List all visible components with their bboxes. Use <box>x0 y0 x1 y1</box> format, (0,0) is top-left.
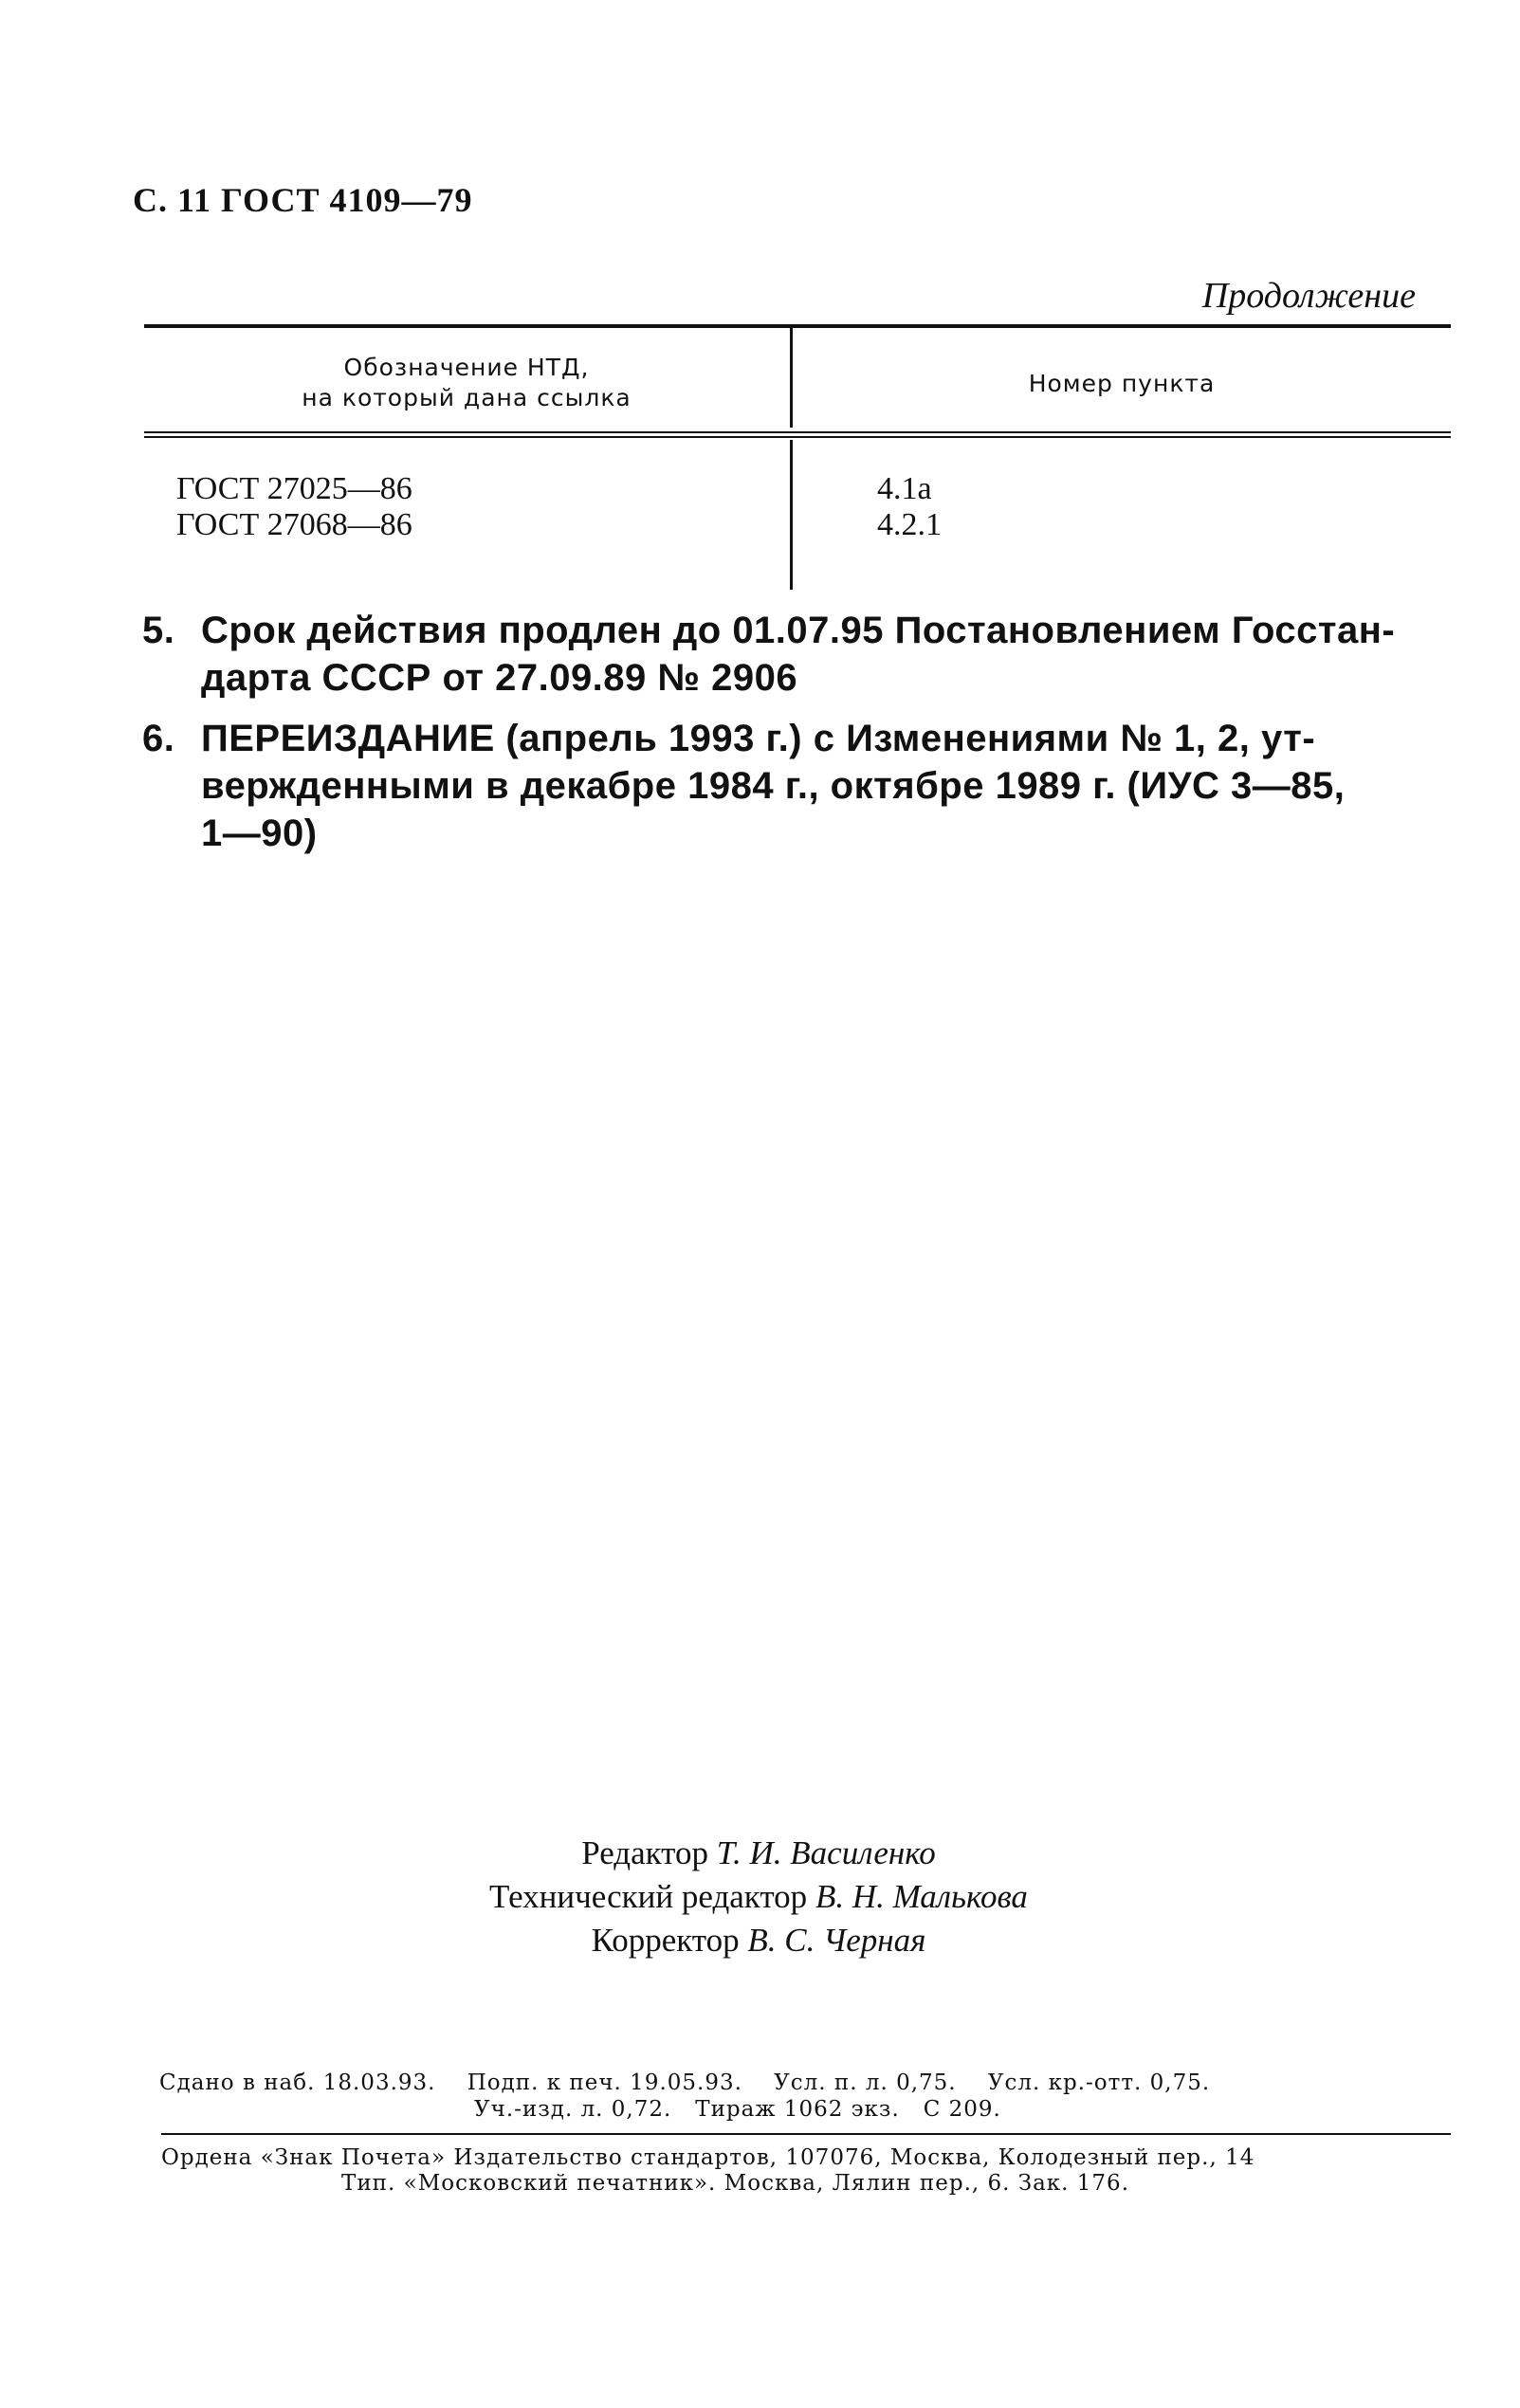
table-row-2-doc: ГОСТ 27068—86 <box>176 507 412 542</box>
credit-editor-label: Редактор <box>581 1834 708 1871</box>
item-5 <box>142 607 1456 702</box>
item-6-line2: вержденными в декабре 1984 г., октябре 1989 г. (ИУС 3—85, <box>201 765 1346 807</box>
credit-tech-editor <box>379 1875 1138 1919</box>
credits <box>379 1832 1138 1962</box>
item-5-line1: Срок действия продлен до 01.07.95 Постановлением Госстан- <box>201 610 1396 651</box>
table-continuation-label: Продолжение <box>1201 276 1416 316</box>
table-header-document-line2: на который дана ссылка <box>302 384 632 411</box>
credit-editor <box>379 1832 1138 1875</box>
item-6-line1: ПЕРЕИЗДАНИЕ (апрель 1993 г.) с Изменениями № 1, 2, ут- <box>201 718 1316 759</box>
item-5-number: 5. <box>142 610 175 651</box>
credit-tech-editor-name: В. Н. Малькова <box>815 1878 1028 1915</box>
page-header: С. 11 ГОСТ 4109—79 <box>133 181 473 219</box>
item-6-line3: 1—90) <box>201 812 318 854</box>
table-header-document <box>144 353 789 413</box>
item-6 <box>142 715 1456 857</box>
table-header-clause: Номер пункта <box>1028 370 1216 397</box>
credit-editor-name: Т. И. Василенко <box>716 1834 936 1871</box>
imprint-line1: Сдано в наб. 18.03.93. Подп. к печ. 19.05.93. Усл. п. л. 0,75. Усл. кр.-отт. 0,75. <box>159 2071 1211 2095</box>
credit-proofreader-name: В. С. Черная <box>747 1922 926 1959</box>
table-header-rule <box>144 431 1451 438</box>
table-top-rule <box>144 324 1451 328</box>
item-6-number: 6. <box>142 718 175 759</box>
imprint-line3: Ордена «Знак Почета» Издательство стандартов, 107076, Москва, Колодезный пер., 14 <box>161 2145 1255 2170</box>
imprint-line2: Уч.-изд. л. 0,72. Тираж 1062 экз. С 209. <box>474 2097 1001 2122</box>
credit-proofreader <box>379 1919 1138 1962</box>
credit-proofreader-label: Корректор <box>591 1922 740 1959</box>
imprint-line4: Тип. «Московский печатник». Москва, Лялин пер., 6. Зак. 176. <box>341 2171 1130 2196</box>
imprint-rule <box>161 2133 1451 2135</box>
table-row-1-clause: 4.1а <box>877 471 932 506</box>
table-row-2-clause: 4.2.1 <box>877 507 942 542</box>
credit-tech-editor-label: Технический редактор <box>489 1878 808 1915</box>
table-header-document-line1: Обозначение НТД, <box>343 354 590 381</box>
table-column-divider-body <box>790 440 793 590</box>
item-5-line2: дарта СССР от 27.09.89 № 2906 <box>201 657 798 699</box>
table-column-divider-header <box>790 328 793 428</box>
table-row-1-doc: ГОСТ 27025—86 <box>176 471 412 506</box>
